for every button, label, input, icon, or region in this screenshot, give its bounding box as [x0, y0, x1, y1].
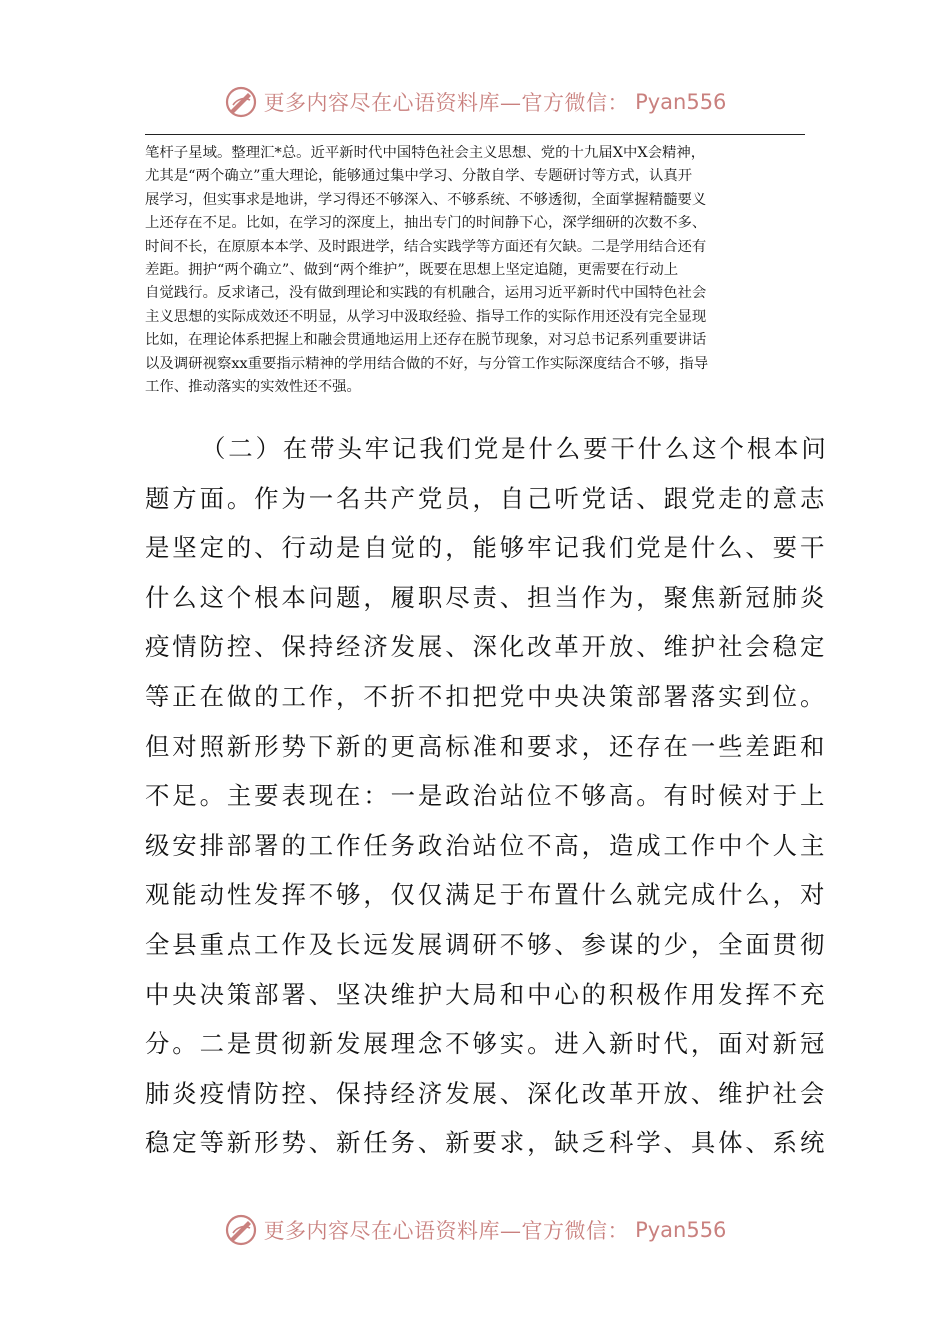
- summary-line: 时间不长，在原原本本学、及时跟进学，结合实践学等方面还有欠缺。二是学用结合还有: [145, 238, 707, 255]
- summary-line: 上还存在不足。比如，在学习的深度上，抽出专门的时间静下心，深学细研的次数不多、: [145, 215, 707, 232]
- watermark-wechat-id: Pyan556: [635, 90, 727, 114]
- summary-line: 主义思想的实际成效还不明显，从学习中汲取经验、指导工作的实际作用还没有完全显现: [145, 308, 707, 325]
- pen-logo-icon: [224, 85, 258, 119]
- main-line: 不足。主要表现在：一是政治站位不够高。有时候对于上: [145, 781, 828, 811]
- header-divider: [145, 134, 805, 135]
- main-line: 等正在做的工作，不折不扣把党中央决策部署落实到位。: [145, 681, 828, 711]
- main-line: 但对照新形势下新的更高标准和要求，还存在一些差距和: [145, 731, 828, 761]
- main-line: 级安排部署的工作任务政治站位不高，造成工作中个人主: [145, 830, 828, 860]
- main-line: 稳定等新形势、新任务、新要求，缺乏科学、具体、系统: [145, 1128, 828, 1158]
- main-line: 观能动性发挥不够，仅仅满足于布置什么就完成什么，对: [145, 880, 828, 910]
- main-line: 是坚定的、行动是自觉的，能够牢记我们党是什么、要干: [145, 533, 828, 563]
- summary-line: 展学习，但实事求是地讲，学习得还不够深入、不够系统、不够透彻，全面掌握精髓要义: [145, 191, 707, 208]
- watermark-text: 更多内容尽在心语资料库—官方微信：: [263, 1219, 630, 1243]
- main-line: 全县重点工作及长远发展调研不够、参谋的少，全面贯彻: [145, 929, 828, 959]
- summary-line: 自觉践行。反求诸己，没有做到理论和实践的有机融合，运用习近平新时代中国特色社会: [145, 285, 707, 302]
- summary-line: 以及调研视察xx重要指示精神的学用结合做的不好，与分管工作实际深度结合不够，指导: [145, 355, 709, 372]
- main-line: 什么这个根本问题，履职尽责、担当作为，聚焦新冠肺炎: [145, 582, 828, 612]
- summary-paragraph: [145, 142, 805, 399]
- pen-logo-icon: [224, 1213, 258, 1247]
- main-line: 疫情防控、保持经济发展、深化改革开放、维护社会稳定: [145, 632, 828, 662]
- summary-line: 尤其是“两个确立”重大理论，能够通过集中学习、分散自学、专题研讨等方式，认真开: [145, 168, 693, 185]
- summary-line: 笔杆子星域。整理汇*总。近平新时代中国特色社会主义思想、党的十九届X中X会精神，: [145, 145, 706, 161]
- summary-line: 比如，在理论体系把握上和融会贯通地运用上还存在脱节现象，对习总书记系列重要讲话: [145, 332, 707, 349]
- watermark-wechat-id: Pyan556: [635, 1218, 727, 1242]
- watermark-text: 更多内容尽在心语资料库—官方微信：: [263, 91, 630, 115]
- main-line: 题方面。作为一名共产党员，自己听党话、跟党走的意志: [145, 483, 828, 513]
- main-paragraph: [145, 424, 829, 1168]
- summary-line: 差距。拥护“两个确立”、做到“两个维护”，既要在思想上坚定追随，更需要在行动上: [145, 262, 679, 279]
- main-line: 中央决策部署、坚决维护大局和中心的积极作用发挥不充: [145, 979, 828, 1009]
- main-line: （二）在带头牢记我们党是什么要干什么这个根本问: [201, 434, 829, 463]
- header-watermark: [0, 80, 950, 124]
- summary-line: 工作、推动落实的实效性还不强。: [145, 379, 361, 396]
- main-line: 分。二是贯彻新发展理念不够实。进入新时代，面对新冠: [145, 1029, 828, 1059]
- main-line: 肺炎疫情防控、保持经济发展、深化改革开放、维护社会: [145, 1078, 828, 1108]
- footer-watermark: [0, 1208, 950, 1252]
